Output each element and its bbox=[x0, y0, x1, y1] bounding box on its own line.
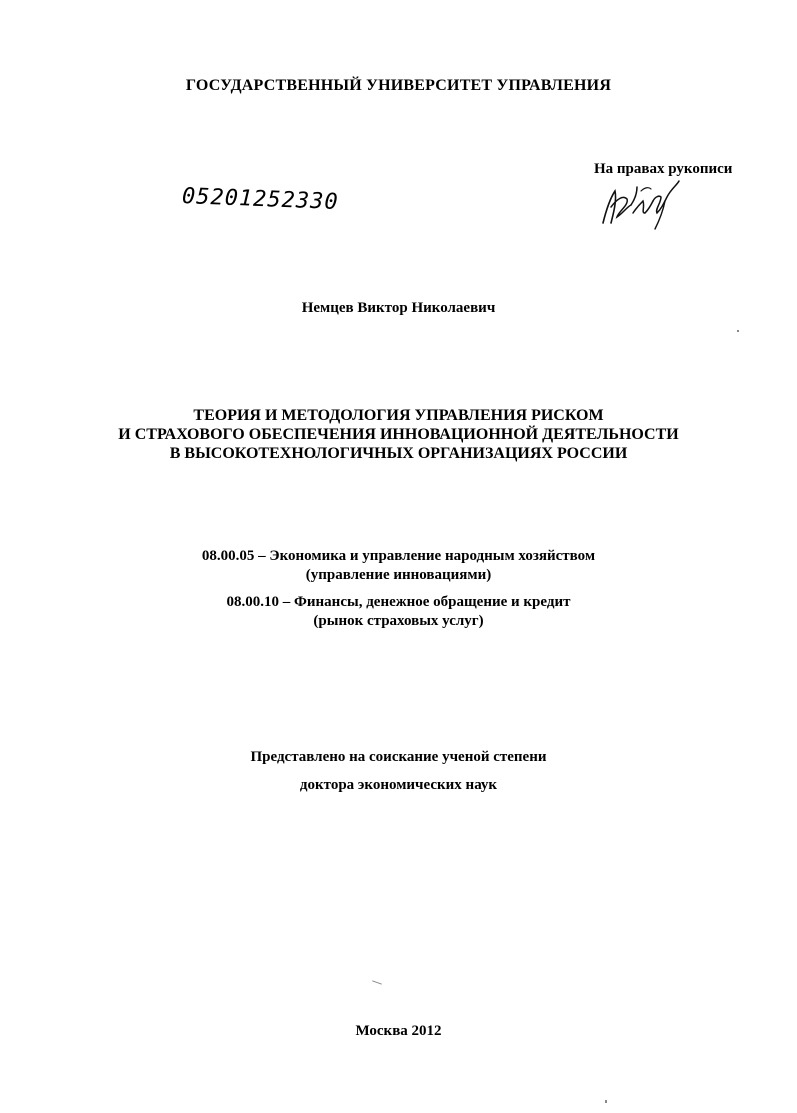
specialty-2-area: (рынок страховых услуг) bbox=[313, 613, 484, 629]
scan-speck bbox=[737, 330, 739, 332]
archive-number: 05201252330 bbox=[181, 184, 340, 216]
specialty-1-code: 08.00.05 – Экономика и управление народным хозяйством bbox=[201, 548, 596, 564]
degree-title: доктора экономических наук bbox=[299, 777, 498, 793]
specialty-2-code: 08.00.10 – Финансы, денежное обращение и кредит bbox=[226, 594, 571, 610]
degree-statement: Представлено на соискание ученой степени bbox=[250, 749, 547, 765]
author-name: Немцев Виктор Николаевич bbox=[301, 300, 496, 316]
title-line-2: И СТРАХОВОГО ОБЕСПЕЧЕНИЯ ИННОВАЦИОННОЙ ДЕЯТЕЛЬНОСТИ bbox=[118, 426, 679, 443]
scan-speck bbox=[372, 980, 382, 984]
city-year: Москва 2012 bbox=[355, 1023, 442, 1039]
signature-icon bbox=[597, 177, 687, 231]
manuscript-rights-note: На правах рукописи bbox=[594, 161, 733, 177]
title-line-3: В ВЫСОКОТЕХНОЛОГИЧНЫХ ОРГАНИЗАЦИЯХ РОССИИ bbox=[169, 445, 628, 462]
specialty-1-area: (управление инновациями) bbox=[305, 567, 492, 583]
title-line-1: ТЕОРИЯ И МЕТОДОЛОГИЯ УПРАВЛЕНИЯ РИСКОМ bbox=[193, 407, 604, 424]
scan-speck bbox=[605, 1100, 607, 1103]
university-name: ГОСУДАРСТВЕННЫЙ УНИВЕРСИТЕТ УПРАВЛЕНИЯ bbox=[185, 77, 612, 94]
